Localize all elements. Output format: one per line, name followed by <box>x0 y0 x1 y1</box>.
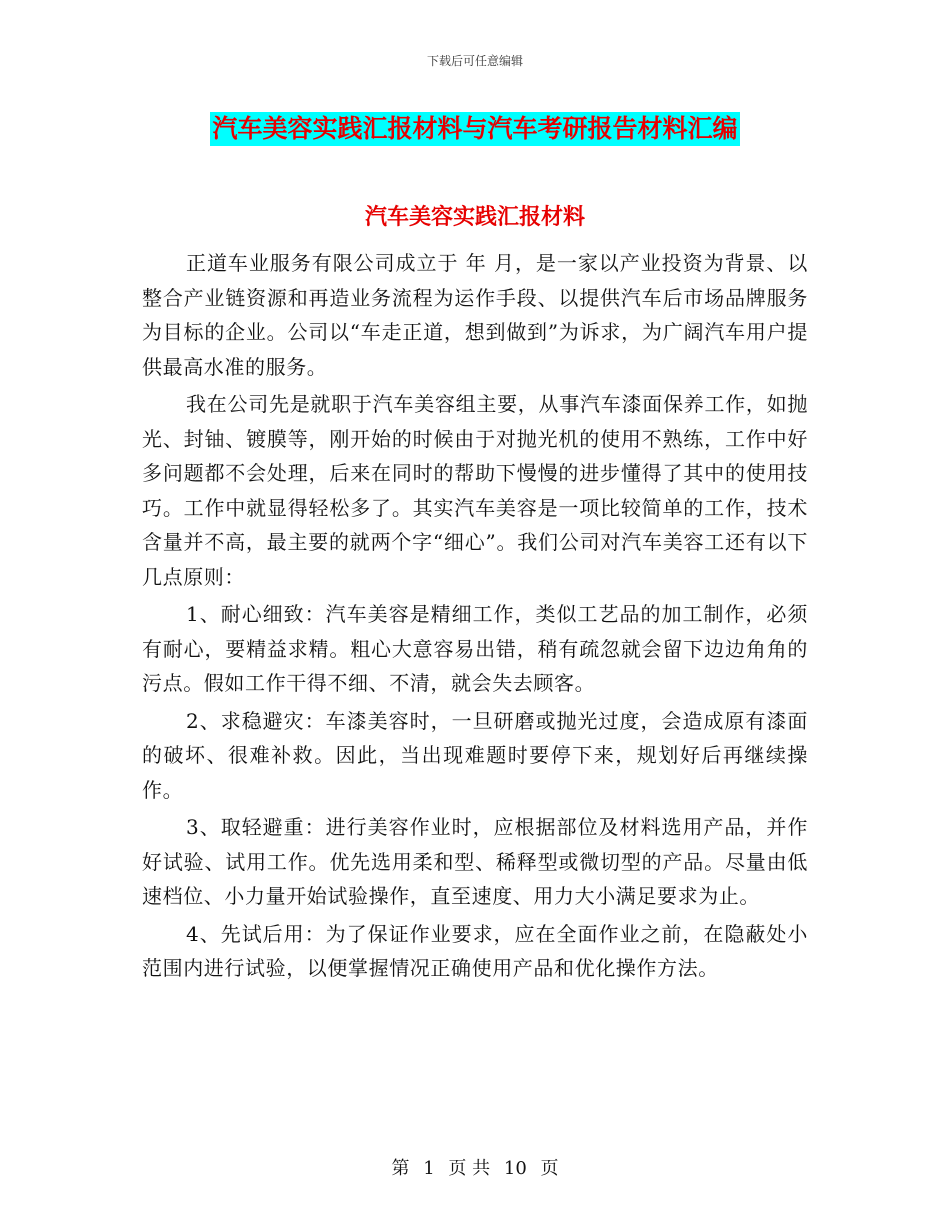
main-title-container <box>0 112 950 146</box>
paragraph-principle-1: 1、耐心细致：汽车美容是精细工作，类似工艺品的加工制作，必须有耐心，要精益求精。粗心大意容易出错，稍有疏忽就会留下边边角角的污点。假如工作干得不细、不清，就会失去顾客。 <box>142 602 808 695</box>
footer-total-pages: 10 <box>503 1158 527 1179</box>
header-note: 下载后可任意编辑 <box>426 54 523 68</box>
footer-suffix: 页 <box>540 1158 559 1179</box>
body-text <box>142 246 808 989</box>
paragraph-principle-3: 3、取轻避重：进行美容作业时，应根据部位及材料选用产品，并作好试验、试用工作。优先选用柔和型、稀释型或微切型的产品。尽量由低速档位、小力量开始试验操作，直至速度、用力大小满足要求为止。 <box>142 815 808 908</box>
footer-page-number: 1 <box>423 1158 435 1179</box>
page-footer <box>0 1154 950 1180</box>
paragraph-experience: 我在公司先是就职于汽车美容组主要，从事汽车漆面保养工作，如抛光、封铀、镀膜等，刚开始的时候由于对抛光机的使用不熟练，工作中好多问题都不会处理，后来在同时的帮助下慢慢的进步懂得了其中的使用技巧。工作中就显得轻松多了。其实汽车美容是一项比较简单的工作，技术含量并不高，最主要的就两个字“细心”。我们公司对汽车美容工还有以下几点原则： <box>142 392 808 589</box>
section-title: 汽车美容实践汇报材料 <box>364 205 585 230</box>
paragraph-intro: 正道车业服务有限公司成立于 年 月，是一家以产业投资为背景、以整合产业链资源和再造业务流程为运作手段、以提供汽车后市场品牌服务为目标的企业。公司以“车走正道，想到做到”为诉求，为广阔汽车用户提供最高水准的服务。 <box>142 251 808 379</box>
footer-middle: 页 共 <box>448 1158 491 1179</box>
footer-prefix: 第 <box>391 1158 410 1179</box>
paragraph-principle-4: 4、先试后用：为了保证作业要求，应在全面作业之前，在隐蔽处小范围内进行试验，以便掌握情况正确使用产品和优化操作方法。 <box>142 921 808 980</box>
paragraph-principle-2: 2、求稳避灾：车漆美容时，一旦研磨或抛光过度，会造成原有漆面的破坏、很难补救。因此，当出现难题时要停下来，规划好后再继续操作。 <box>142 708 808 802</box>
main-title: 汽车美容实践汇报材料与汽车考研报告材料汇编 <box>210 112 739 146</box>
